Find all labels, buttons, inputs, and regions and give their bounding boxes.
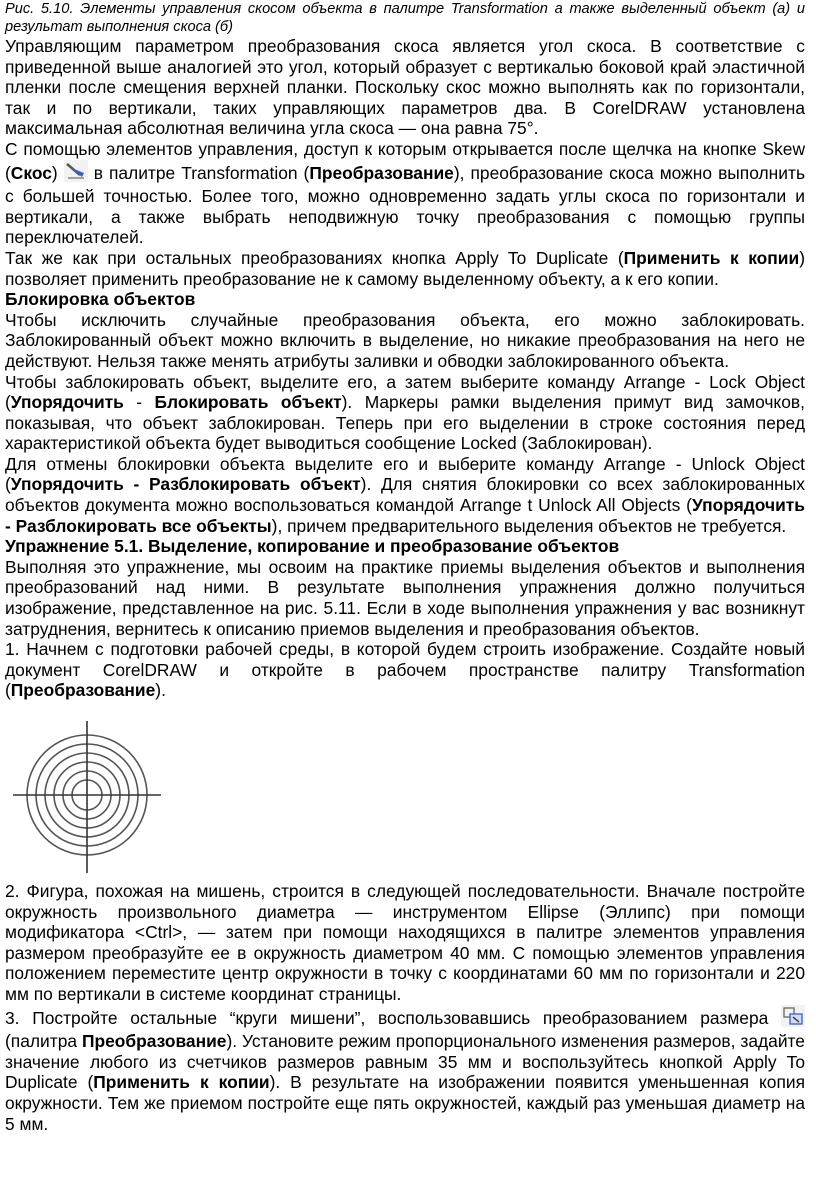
- text-run: ), преобразование скоса можно выполнить с большей точностью. Более того, можно одновременно задать углы скоса по горизонтали и вертикали, а также выбрать неподвижную точку преобразования с помощью группы переключателей.: [5, 162, 806, 248]
- paragraph-skew-angle: Управляющим параметром преобразования скоса является угол скоса. В соответствие с приведенной выше аналогией это угол, который образует с вертикалью боковой край эластичной пленки после смещения верхней планки. Поскольку скос можно выполнять как по горизонтали, так и по вертикали, таких управляющих параметров два. В CorelDRAW установлена максимальная абсолютная величина угла скоса — она равна 75°.: [5, 36, 805, 139]
- figure-caption: Рис. 5.10. Элементы управления скосом объекта в палитре Transformation а также выделенный объект (а) и результат выполнения скоса (б): [5, 1, 805, 35]
- scale-icon: [781, 1005, 805, 1032]
- text-run: ), причем предварительного выделения объектов не требуется.: [271, 515, 787, 536]
- bold-term: Применить к копии: [623, 247, 800, 268]
- paragraph-lock-object: [5, 372, 805, 454]
- text-run: в палитре Transformation (: [87, 162, 310, 183]
- text-run: ). В результате на изображении появится уменьшенная копия окружности. Тем же приемом постройте еще пять окружностей, каждый раз уменьшая диаметр на 5 мм.: [5, 1072, 806, 1134]
- bold-term: Применить к копии: [93, 1072, 270, 1093]
- paragraph-skew-controls: [5, 139, 805, 248]
- bold-term: Упорядочить - Разблокировать объект: [10, 474, 361, 495]
- section-heading-locking: Блокировка объектов: [5, 289, 196, 310]
- bold-term: Преобразование: [10, 680, 156, 701]
- text-run: ).: [155, 680, 166, 701]
- text-run: Так же как при остальных преобразованиях кнопка Apply To Duplicate (: [5, 247, 624, 268]
- text-run: ): [51, 162, 64, 183]
- bold-term: Преобразование: [309, 162, 454, 183]
- bold-term: Скос: [10, 162, 52, 183]
- paragraph-step-1: [5, 639, 805, 701]
- section-heading-exercise: Упражнение 5.1. Выделение, копирование и преобразование объектов: [5, 536, 620, 557]
- paragraph-exercise-intro: Выполняя это упражнение, мы освоим на практике приемы выделения объектов и выполнения преобразований над ними. В результате выполнения упражнения должно получиться изображение, представленное на рис. 5.11. Если в ходе выполнения упражнения у вас возникнут затруднения, вернитесь к описанию приемов выделения и преобразования объектов.: [5, 556, 805, 639]
- text-run: ) позволяет применить преобразование не к самому выделенному объекту, а к его копии.: [5, 247, 805, 289]
- paragraph-step-3: [5, 1005, 805, 1135]
- paragraph-lock-intro: Чтобы исключить случайные преобразования объекта, его можно заблокировать. Заблокированный объект можно включить в выделение, но никакие преобразования на него не действуют. Нельзя также менять атрибуты заливки и обводки заблокированного объекта.: [5, 309, 805, 371]
- paragraph-unlock-object: [5, 454, 805, 536]
- target-figure: [11, 721, 805, 881]
- skew-icon: [64, 160, 88, 187]
- bold-term: Упорядочить - Разблокировать все объекты: [5, 495, 805, 536]
- text-run: С помощью элементов управления, доступ к которым открывается после щелчка на кнопке Skew (: [5, 138, 805, 183]
- paragraph-step-2: 2. Фигура, похожая на мишень, строится в следующей последовательности. Вначале постройте окружность произвольного диаметра — инструментом Ellipse (Эллипс) при помощи модификатора <Ctrl>, — затем при помощи находящихся в палитре элементов управления размером преобразуйте ее в окружность диаметром 40 мм. С помощью элементов управления положением переместите центр окружности в точку с координатами 60 мм по горизонтали и 220 мм по вертикали в системе координат страницы.: [5, 881, 805, 1004]
- bold-term: Упорядочить: [10, 392, 124, 413]
- text-run: ). Для снятия блокировки со всех заблокированных объектов документа можно воспользоваться командой Arrange t Unlock All Objects (: [5, 474, 805, 516]
- text-run: (палитра: [5, 1031, 82, 1052]
- paragraph-apply-duplicate: [5, 248, 805, 289]
- text-run: ). Установите режим пропорционального изменения размеров, задайте значение любого из счетчиков размеров равным 35 мм и воспользуйтесь кнопкой Apply To Duplicate (: [5, 1031, 805, 1093]
- text-run: -: [123, 392, 155, 413]
- text-run: Чтобы заблокировать объект, выделите его, а затем выберите команду Arrange - Lock Object (: [5, 371, 805, 413]
- text-run: 1. Начнем с подготовки рабочей среды, в которой будем строить изображение. Создайте новый документ CorelDRAW и откройте в рабочем пространстве палитру Transformation (: [5, 639, 805, 701]
- text-run: Для отмены блокировки объекта выделите его и выберите команду Arrange - Unlock Object (: [5, 453, 805, 495]
- text-run: ). Маркеры рамки выделения примут вид замочков, показывая, что объект заблокирован. Теперь при его выделении в строке состояния перед характеристикой объекта будет выводиться сообщение Locked (Заблокирован).: [5, 392, 805, 454]
- text-run: 3. Постройте остальные “круги мишени”, воспользовавшись преобразованием размера: [5, 1007, 781, 1028]
- bold-term: Блокировать объект: [154, 392, 342, 413]
- concentric-circles-target-icon: [11, 721, 161, 881]
- bold-term: Преобразование: [81, 1031, 227, 1052]
